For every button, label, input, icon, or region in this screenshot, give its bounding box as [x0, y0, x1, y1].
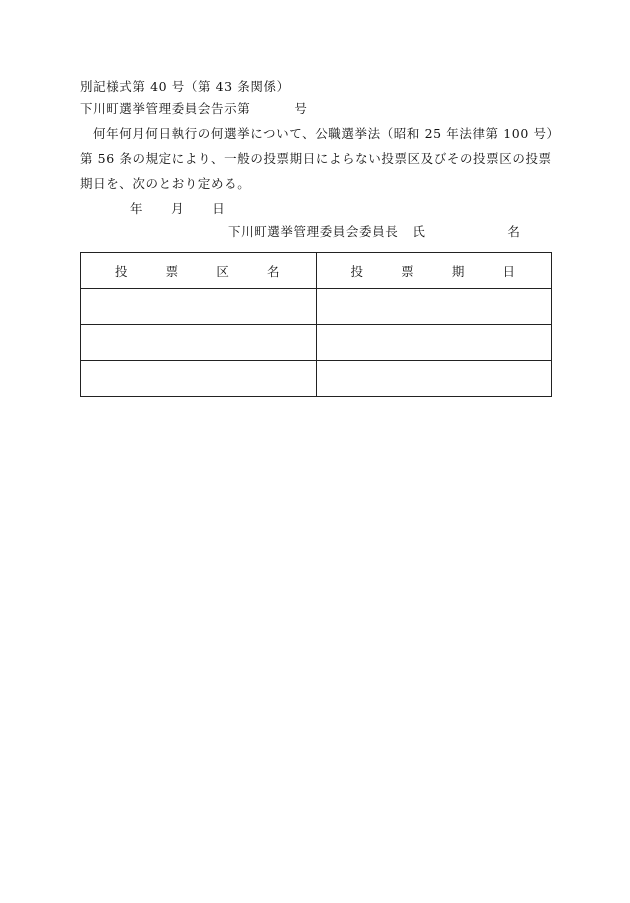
day-label: 日 — [212, 201, 226, 216]
precinct-table — [80, 252, 552, 397]
month-label: 月 — [171, 201, 185, 216]
table-header-row — [81, 253, 552, 289]
precinct-name-cell — [81, 361, 317, 397]
body-line-2: 第 56 条の規定により、一般の投票期日によらない投票区及びその投票区の投票 — [80, 151, 552, 166]
header-char: 期 — [451, 263, 465, 279]
name-prefix: 氏 — [412, 224, 426, 239]
signature-line — [228, 224, 521, 240]
notice-suffix: 号 — [294, 101, 308, 116]
header-char: 投 — [115, 263, 128, 279]
year-label: 年 — [130, 201, 144, 216]
precinct-name-cell — [81, 289, 317, 325]
voting-date-cell — [316, 361, 552, 397]
column-header-voting-date — [316, 253, 552, 289]
voting-date-cell — [316, 289, 552, 325]
column-header-precinct-name — [81, 253, 317, 289]
header-char: 票 — [401, 263, 414, 279]
table-row — [81, 289, 552, 325]
header-char: 投 — [350, 263, 364, 279]
voting-date-cell — [316, 325, 552, 361]
date-line — [130, 201, 225, 217]
header-char: 区 — [216, 263, 229, 279]
header-char: 日 — [502, 263, 515, 279]
body-line-3: 期日を、次のとおり定める。 — [80, 176, 251, 191]
precinct-name-cell — [81, 325, 317, 361]
header-char: 票 — [165, 263, 179, 279]
header-char: 名 — [266, 263, 280, 279]
form-reference: 別記様式第 40 号（第 43 条関係） — [80, 79, 290, 94]
notice-number-line — [80, 101, 307, 117]
body-line-1: 何年何月何日執行の何選挙について、公職選挙法（昭和 25 年法律第 100 号） — [93, 126, 560, 141]
notice-prefix: 下川町選挙管理委員会告示第 — [80, 101, 251, 116]
table-row — [81, 361, 552, 397]
name-suffix: 名 — [507, 224, 521, 239]
signatory-title: 下川町選挙管理委員会委員長 — [228, 224, 399, 239]
table-row — [81, 325, 552, 361]
